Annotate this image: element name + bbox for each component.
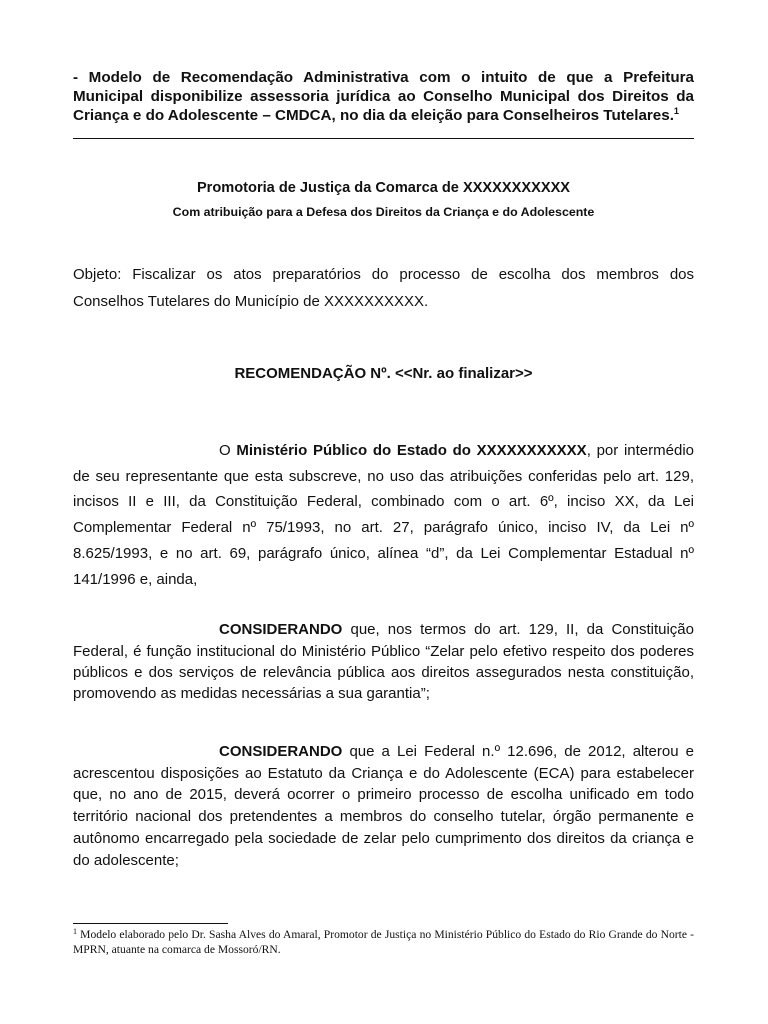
objeto-paragraph: Objeto: Fiscalizar os atos preparatórios do processo de escolha dos membros dos Conselhos Tutelares do Município de XXXXXXXXXX. <box>73 266 694 310</box>
footnote-number: 1 <box>73 927 77 936</box>
paragraph3-rest: que a Lei Federal n.º 12.696, de 2012, alterou e acrescentou disposições ao Estatuto da Criança e do Adolescente (ECA) para estabelecer que, no ano de 2015, deverá ocorrer o primeiro processo de escolha unificado em todo território nacional dos pretendentes a membros do conselho tutelar, órgão permanente e autônomo encarregado pela sociedade de zelar pelo cumprimento dos direitos da criança e do adolescente; <box>73 742 694 869</box>
paragraph-ministerio <box>73 438 694 592</box>
paragraph2-bold: CONSIDERANDO <box>219 621 343 639</box>
footnote-text: Modelo elaborado pelo Dr. Sasha Alves do Amaral, Promotor de Justiça no Ministério Público do Estado do Rio Grande do Norte - MPRN, atuante na comarca de Mossoró/RN. <box>73 928 694 956</box>
paragraph1-rest: , por intermédio de seu representante que esta subscreve, no uso das atribuições conferidas pelo art. 129, incisos II e III, da Constituição Federal, combinado com o art. 6º, inciso XX, da Lei Complementar Federal nº 75/1993, no art. 27, parágrafo único, inciso IV, da Lei nº 8.625/1993, e no art. 69, parágrafo único, alínea “d”, da Lei Complementar Estadual nº 141/1996 e, ainda, <box>73 442 694 588</box>
document-page <box>73 68 694 872</box>
footnote-divider <box>73 923 228 924</box>
promotoria-title: Promotoria de Justiça da Comarca de XXXXXXXXXXX <box>196 180 571 196</box>
paragraph2-rest: que, nos termos do art. 129, II, da Constituição Federal, é função institucional do Ministério Público “Zelar pelo efetivo respeito dos poderes públicos e dos serviços de relevância pública aos direitos assegurados nesta constituição, promovendo as medidas necessárias a sua garantia”; <box>73 621 694 703</box>
heading-footnote-ref: 1 <box>673 106 679 116</box>
document-heading <box>73 68 694 125</box>
paragraph1-lead: O <box>219 442 237 459</box>
heading-text: - Modelo de Recomendação Administrativa com o intuito de que a Prefeitura Municipal disponibilize assessoria jurídica ao Conselho Municipal dos Direitos da Criança e do Adolescente – CMDCA, no dia da eleição para Conselheiros Tutelares. <box>73 69 694 124</box>
paragraph3-bold: CONSIDERANDO <box>219 742 343 760</box>
promotoria-subtitle: Com atribuição para a Defesa dos Direitos da Criança e do Adolescente <box>172 205 595 219</box>
heading-divider <box>73 138 694 139</box>
paragraph-considerando-2 <box>73 741 694 872</box>
paragraph-considerando-1 <box>73 619 694 705</box>
paragraph1-bold: Ministério Público do Estado do XXXXXXXXXXX <box>236 442 587 459</box>
footnote <box>73 927 694 957</box>
recomendacao-title: RECOMENDAÇÃO Nº. <<Nr. ao finalizar>> <box>234 365 533 382</box>
